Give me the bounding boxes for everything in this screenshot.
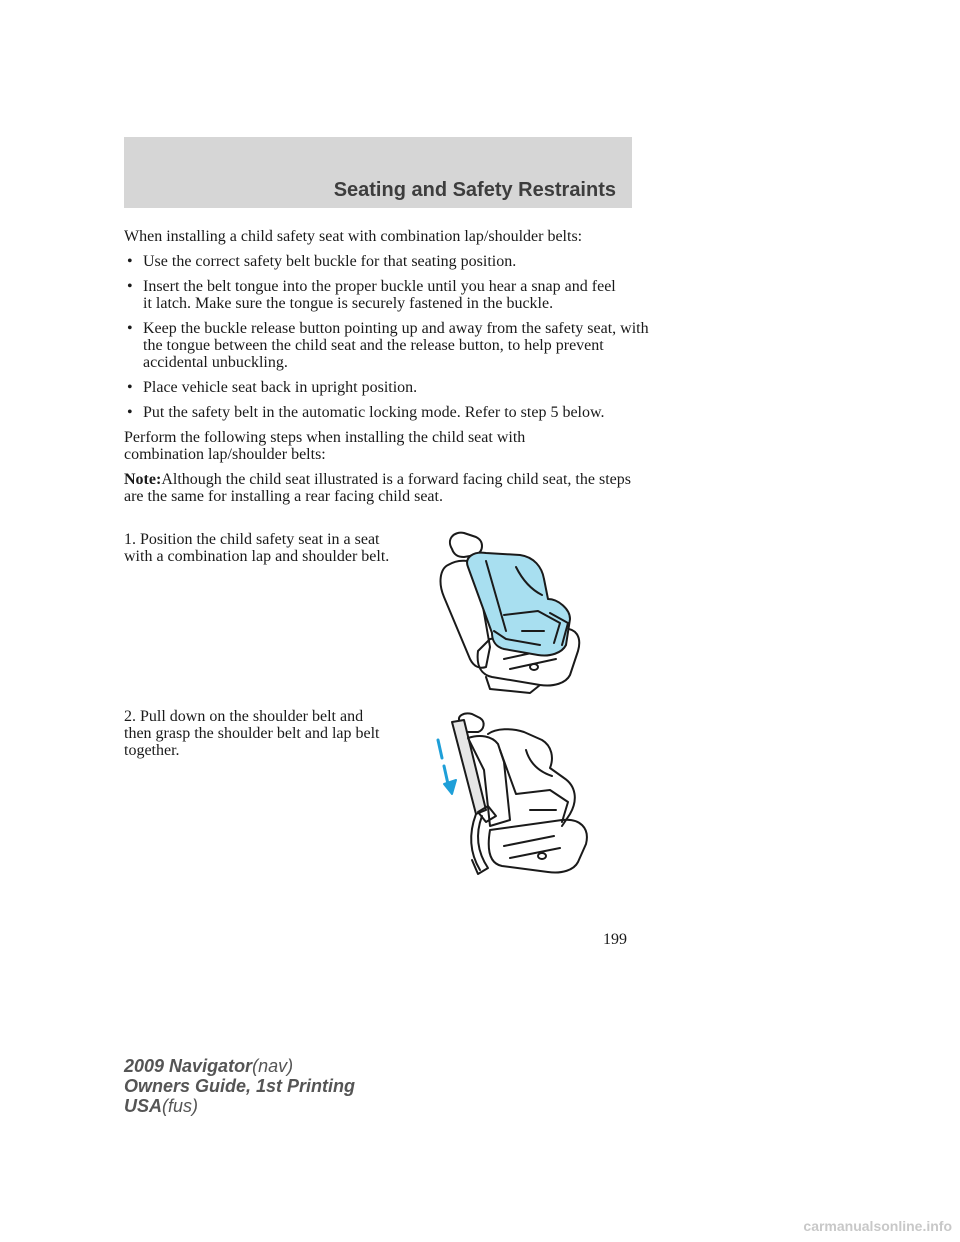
list-item — [124, 320, 653, 371]
list-item — [124, 253, 644, 270]
list-item-text: Keep the buckle release button pointing up and away from the safety seat, with the tongue between the child seat and the release button, to help prevent accidental unbuckling. — [143, 320, 649, 371]
page-number: 199 — [603, 931, 627, 948]
body-text — [124, 228, 649, 505]
list-item — [124, 404, 613, 421]
footer — [124, 1056, 355, 1116]
bullet-icon: • — [127, 379, 133, 396]
note-label: Note: — [124, 471, 162, 488]
footer-model-code: (nav) — [252, 1056, 294, 1076]
lap-belt — [471, 814, 488, 874]
child-seat-installed-illustration — [430, 527, 590, 697]
footer-market-code: (fus) — [162, 1096, 199, 1116]
footer-market: USA — [124, 1096, 163, 1116]
shoulder-belt — [452, 720, 486, 814]
note-text: Although the child seat illustrated is a forward facing child seat, the steps are the same for installing a rear facing child seat. — [124, 471, 631, 505]
footer-edition: Owners Guide, 1st Printing — [124, 1076, 356, 1096]
list-item-text: Put the safety belt in the automatic locking mode. Refer to step 5 below. — [143, 404, 605, 421]
list-item — [124, 379, 644, 396]
section-title: Seating and Safety Restraints — [333, 179, 616, 201]
list-item-text: Insert the belt tongue into the proper buckle until you hear a snap and feel it latch. Make sure the tongue is securely fastened in the buckle. — [143, 278, 616, 312]
watermark: carmanualsonline.info — [803, 1218, 952, 1234]
list-item-text: Use the correct safety belt buckle for that seating position. — [143, 253, 517, 270]
arrow-head — [444, 780, 456, 794]
bullet-icon: • — [127, 320, 133, 337]
footer-model: 2009 Navigator — [124, 1056, 253, 1076]
perform-paragraph: Perform the following steps when installing the child seat with combination lap/shoulder belts: — [124, 429, 526, 463]
list-item-text: Place vehicle seat back in upright position. — [143, 379, 418, 396]
section-header-band — [124, 137, 632, 208]
list-item — [124, 278, 623, 312]
pull-shoulder-belt-illustration — [430, 710, 600, 880]
step-2-text: 2. Pull down on the shoulder belt and then grasp the shoulder belt and lap belt together. — [124, 708, 380, 759]
step-1-text: 1. Position the child safety seat in a seat with a combination lap and shoulder belt. — [124, 531, 390, 565]
note-paragraph — [124, 471, 644, 505]
intro-paragraph: When installing a child safety seat with combination lap/shoulder belts: — [124, 228, 583, 245]
bullet-icon: • — [127, 278, 133, 295]
bullet-icon: • — [127, 253, 133, 270]
bullet-icon: • — [127, 404, 133, 421]
pull-down-arrow — [438, 740, 448, 784]
